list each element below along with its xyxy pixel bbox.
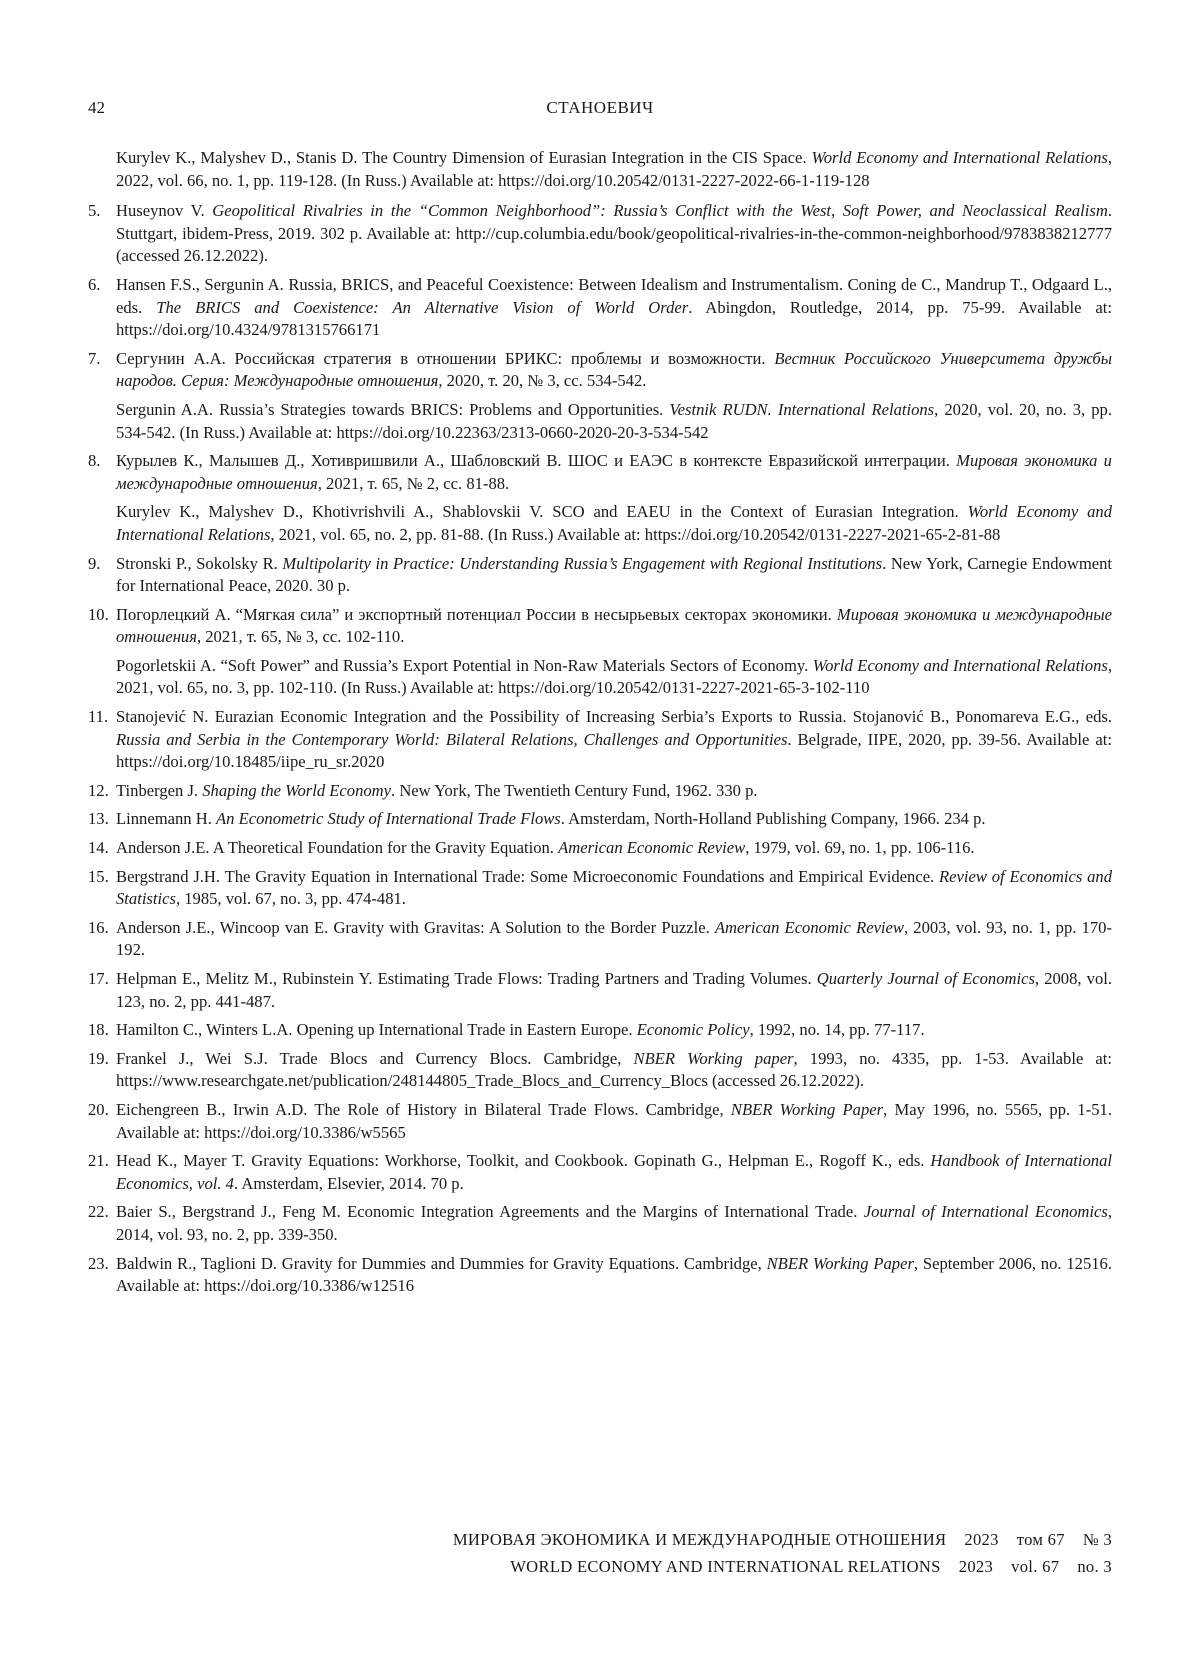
reference-source-title: World Economy and International Relations xyxy=(813,656,1108,675)
reference-source-title: Shaping the World Economy xyxy=(202,781,391,800)
reference-source-title: Russia and Serbia in the Contemporary World: Bilateral Relations, Challenges and Opportunities xyxy=(116,730,787,749)
footer-en-volume: vol. 67 xyxy=(1011,1557,1059,1576)
reference-item xyxy=(88,837,1112,860)
reference-item xyxy=(88,450,1112,546)
reference-text xyxy=(116,399,1112,444)
reference-plain-text: Pogorletskii A. “Soft Power” and Russia’s Export Potential in Non-Raw Materials Sectors of Economy. xyxy=(116,656,813,675)
reference-text xyxy=(116,780,1112,803)
reference-details: , 2021, т. 65, № 2, сс. 81-88. xyxy=(318,474,509,493)
reference-details: . Stuttgart, ibidem-Press, 2019. 302 p. Available at: http://cup.columbia.edu/book/geopolitical-rivalries-in-the-common-neighborhood/9783838212777 (accessed 26.12.2022). xyxy=(116,201,1112,265)
reference-text xyxy=(116,866,1112,911)
reference-text xyxy=(116,274,1112,342)
reference-item xyxy=(88,706,1112,774)
reference-details: , 2021, т. 65, № 3, сс. 102-110. xyxy=(197,627,404,646)
reference-item xyxy=(88,808,1112,831)
running-head-author: СТАНОЕВИЧ xyxy=(88,98,1112,118)
reference-item xyxy=(88,780,1112,803)
reference-details: , May 1996, no. 5565, pp. 1-51. Available at: https://doi.org/10.3386/w5565 xyxy=(116,1100,1112,1142)
reference-plain-text: Baier S., Bergstrand J., Feng M. Economic Integration Agreements and the Margins of International Trade. xyxy=(116,1202,864,1221)
reference-source-title: Мировая экономика и международные отношения xyxy=(116,605,1112,647)
reference-item xyxy=(88,1019,1112,1042)
reference-item xyxy=(88,1150,1112,1195)
reference-item xyxy=(88,348,1112,444)
reference-details: . Amsterdam, North-Holland Publishing Company, 1966. 234 p. xyxy=(561,809,986,828)
reference-plain-text: Kurylev K., Malyshev D., Khotivrishvili A., Shablovskii V. SCO and EAEU in the Context of Eurasian Integration. xyxy=(116,502,968,521)
footer-ru-journal: МИРОВАЯ ЭКОНОМИКА И МЕЖДУНАРОДНЫЕ ОТНОШЕНИЯ xyxy=(453,1530,947,1549)
reference-source-title: NBER Working Paper xyxy=(767,1254,914,1273)
reference-number: 17. xyxy=(88,968,109,991)
reference-source-title: American Economic Review xyxy=(558,838,745,857)
reference-details: . New York, Carnegie Endowment for International Peace, 2020. 30 p. xyxy=(116,554,1112,596)
reference-text xyxy=(116,968,1112,1013)
reference-item xyxy=(88,968,1112,1013)
footer-ru-year: 2023 xyxy=(964,1530,998,1549)
reference-item xyxy=(88,1099,1112,1144)
reference-plain-text: Сергунин А.А. Российская стратегия в отношении БРИКС: проблемы и возможности. xyxy=(116,349,774,368)
reference-text xyxy=(116,604,1112,649)
reference-source-title: Вестник Российского Университета дружбы народов. Серия: Международные отношения xyxy=(116,349,1112,391)
reference-source-title: An Econometric Study of International Trade Flows xyxy=(216,809,561,828)
reference-number: 23. xyxy=(88,1253,109,1276)
reference-item xyxy=(88,200,1112,268)
reference-details: , 2022, vol. 66, no. 1, pp. 119-128. (In Russ.) Available at: https://doi.org/10.20542/0131-2227-2022-66-1-119-128 xyxy=(116,148,1112,190)
reference-number: 10. xyxy=(88,604,109,627)
reference-plain-text: Linnemann H. xyxy=(116,809,216,828)
reference-plain-text: Stanojević N. Eurazian Economic Integration and the Possibility of Increasing Serbia’s Exports to Russia. Stojanović B., Ponomareva E.G., eds. xyxy=(116,707,1112,726)
reference-item xyxy=(88,1253,1112,1298)
reference-text xyxy=(116,1048,1112,1093)
reference-item xyxy=(88,553,1112,598)
reference-text xyxy=(116,917,1112,962)
footer-en-journal: WORLD ECONOMY AND INTERNATIONAL RELATIONS xyxy=(510,1557,941,1576)
reference-number: 21. xyxy=(88,1150,109,1173)
reference-source-title: Geopolitical Rivalries in the “Common Neighborhood”: Russia’s Conflict with the West, Soft Power, and Neoclassical Realism xyxy=(212,201,1108,220)
reference-details: , 1979, vol. 69, no. 1, pp. 106-116. xyxy=(745,838,974,857)
reference-plain-text: Huseynov V. xyxy=(116,201,212,220)
reference-text xyxy=(116,1019,1112,1042)
reference-number: 8. xyxy=(88,450,100,473)
reference-item xyxy=(88,274,1112,342)
reference-item xyxy=(88,147,1112,192)
reference-source-title: American Economic Review xyxy=(715,918,904,937)
reference-details: . New York, The Twentieth Century Fund, 1962. 330 p. xyxy=(391,781,758,800)
reference-source-title: Мировая экономика и международные отношения xyxy=(116,451,1112,493)
reference-details: , 1985, vol. 67, no. 3, pp. 474-481. xyxy=(176,889,406,908)
reference-source-title: Vestnik RUDN. International Relations xyxy=(669,400,934,419)
reference-details: , September 2006, no. 12516. Available at: https://doi.org/10.3386/w12516 xyxy=(116,1254,1112,1296)
reference-item xyxy=(88,917,1112,962)
footer-ru-issue: № 3 xyxy=(1083,1530,1112,1549)
reference-plain-text: Hansen F.S., Sergunin A. Russia, BRICS, and Peaceful Coexistence: Between Idealism and Instrumentalism. Coning de C., Mandrup T., Odgaard L., eds. xyxy=(116,275,1112,317)
reference-text xyxy=(116,200,1112,268)
reference-item xyxy=(88,604,1112,700)
reference-number: 18. xyxy=(88,1019,109,1042)
reference-plain-text: Tinbergen J. xyxy=(116,781,202,800)
reference-text xyxy=(116,808,1112,831)
reference-number: 15. xyxy=(88,866,109,889)
reference-source-title: Multipolarity in Practice: Understanding Russia’s Engagement with Regional Institutions xyxy=(282,554,882,573)
reference-number: 14. xyxy=(88,837,109,860)
reference-number: 5. xyxy=(88,200,100,223)
reference-source-title: Review of Economics and Statistics xyxy=(116,867,1112,909)
reference-number: 13. xyxy=(88,808,109,831)
footer-en-issue: no. 3 xyxy=(1077,1557,1112,1576)
reference-item xyxy=(88,1201,1112,1246)
reference-source-title: The BRICS and Coexistence: An Alternative Vision of World Order xyxy=(156,298,688,317)
reference-details: , 1993, no. 4335, pp. 1-53. Available at: https://www.researchgate.net/publication/248144805_Trade_Blocs_and_Currency_Blocs (accessed 26.12.2022). xyxy=(116,1049,1112,1091)
reference-details: . Amsterdam, Elsevier, 2014. 70 p. xyxy=(234,1174,464,1193)
reference-text xyxy=(116,1253,1112,1298)
reference-plain-text: Head K., Mayer T. Gravity Equations: Workhorse, Toolkit, and Cookbook. Gopinath G., Helpman E., Rogoff K., eds. xyxy=(116,1151,930,1170)
reference-text xyxy=(116,147,1112,192)
reference-plain-text: Eichengreen B., Irwin A.D. The Role of History in Bilateral Trade Flows. Cambridge, xyxy=(116,1100,731,1119)
reference-details: . Abingdon, Routledge, 2014, pp. 75-99. Available at: https://doi.org/10.4324/9781315766171 xyxy=(116,298,1112,340)
reference-plain-text: Погорлецкий А. “Мягкая сила” и экспортный потенциал России в несырьевых секторах экономики. xyxy=(116,605,837,624)
reference-number: 19. xyxy=(88,1048,109,1071)
reference-list xyxy=(88,147,1112,1304)
reference-text xyxy=(116,348,1112,393)
reference-plain-text: Frankel J., Wei S.J. Trade Blocs and Currency Blocs. Cambridge, xyxy=(116,1049,634,1068)
reference-details: , 2021, vol. 65, no. 2, pp. 81-88. (In Russ.) Available at: https://doi.org/10.20542/0131-2227-2021-65-2-81-88 xyxy=(270,525,1000,544)
reference-plain-text: Baldwin R., Taglioni D. Gravity for Dummies and Dummies for Gravity Equations. Cambridge, xyxy=(116,1254,767,1273)
page xyxy=(0,0,1200,1669)
reference-text xyxy=(116,837,1112,860)
reference-details: , 2008, vol. 123, no. 2, pp. 441-487. xyxy=(116,969,1112,1011)
reference-plain-text: Stronski P., Sokolsky R. xyxy=(116,554,282,573)
footer-journal-en xyxy=(88,1557,1112,1577)
reference-plain-text: Helpman E., Melitz M., Rubinstein Y. Estimating Trade Flows: Trading Partners and Trading Volumes. xyxy=(116,969,817,988)
reference-plain-text: Kurylev K., Malyshev D., Stanis D. The Country Dimension of Eurasian Integration in the CIS Space. xyxy=(116,148,811,167)
reference-plain-text: Anderson J.E., Wincoop van E. Gravity with Gravitas: A Solution to the Border Puzzle. xyxy=(116,918,715,937)
reference-item xyxy=(88,866,1112,911)
reference-source-title: World Economy and International Relations xyxy=(116,502,1112,544)
running-head xyxy=(88,98,1112,122)
reference-source-title: NBER Working Paper xyxy=(731,1100,883,1119)
page-number: 42 xyxy=(88,98,105,118)
reference-number: 11. xyxy=(88,706,108,729)
reference-text xyxy=(116,1099,1112,1144)
reference-details: , 2021, vol. 65, no. 3, pp. 102-110. (In Russ.) Available at: https://doi.org/10.20542/0131-2227-2021-65-3-102-110 xyxy=(116,656,1112,698)
reference-number: 22. xyxy=(88,1201,109,1224)
reference-source-title: Quarterly Journal of Economics xyxy=(817,969,1035,988)
reference-details: , 2003, vol. 93, no. 1, pp. 170-192. xyxy=(116,918,1112,960)
reference-details: . Belgrade, IIPE, 2020, pp. 39-56. Available at: https://doi.org/10.18485/iipe_ru_sr.2020 xyxy=(116,730,1112,772)
reference-details: , 2014, vol. 93, no. 2, pp. 339-350. xyxy=(116,1202,1112,1244)
reference-source-title: Handbook of International Economics, vol. 4 xyxy=(116,1151,1112,1193)
reference-number: 20. xyxy=(88,1099,109,1122)
reference-plain-text: Hamilton C., Winters L.A. Opening up International Trade in Eastern Europe. xyxy=(116,1020,637,1039)
reference-text xyxy=(116,1201,1112,1246)
reference-number: 16. xyxy=(88,917,109,940)
reference-text xyxy=(116,706,1112,774)
reference-text xyxy=(116,1150,1112,1195)
reference-source-title: Journal of International Economics xyxy=(864,1202,1108,1221)
reference-source-title: Economic Policy xyxy=(637,1020,750,1039)
footer-ru-volume: том 67 xyxy=(1017,1530,1065,1549)
reference-number: 6. xyxy=(88,274,100,297)
reference-number: 7. xyxy=(88,348,100,371)
reference-plain-text: Bergstrand J.H. The Gravity Equation in International Trade: Some Microeconomic Foundations and Empirical Evidence. xyxy=(116,867,939,886)
reference-item xyxy=(88,1048,1112,1093)
reference-text xyxy=(116,450,1112,495)
reference-plain-text: Anderson J.E. A Theoretical Foundation for the Gravity Equation. xyxy=(116,838,558,857)
reference-plain-text: Курылев К., Малышев Д., Хотивришвили А., Шабловский В. ШОС и ЕАЭС в контексте Евразийской интеграции. xyxy=(116,451,956,470)
reference-details: , 2020, vol. 20, no. 3, pp. 534-542. (In Russ.) Available at: https://doi.org/10.22363/2313-0660-2020-20-3-534-542 xyxy=(116,400,1112,442)
footer-journal-ru xyxy=(88,1530,1112,1550)
reference-source-title: NBER Working paper xyxy=(634,1049,794,1068)
reference-text xyxy=(116,655,1112,700)
reference-plain-text: Sergunin A.A. Russia’s Strategies towards BRICS: Problems and Opportunities. xyxy=(116,400,669,419)
reference-number: 9. xyxy=(88,553,100,576)
reference-text xyxy=(116,501,1112,546)
footer-en-year: 2023 xyxy=(959,1557,993,1576)
reference-source-title: World Economy and International Relations xyxy=(811,148,1107,167)
reference-text xyxy=(116,553,1112,598)
reference-details: , 1992, no. 14, pp. 77-117. xyxy=(750,1020,925,1039)
reference-number: 12. xyxy=(88,780,109,803)
reference-details: , 2020, т. 20, № 3, сс. 534-542. xyxy=(438,371,646,390)
